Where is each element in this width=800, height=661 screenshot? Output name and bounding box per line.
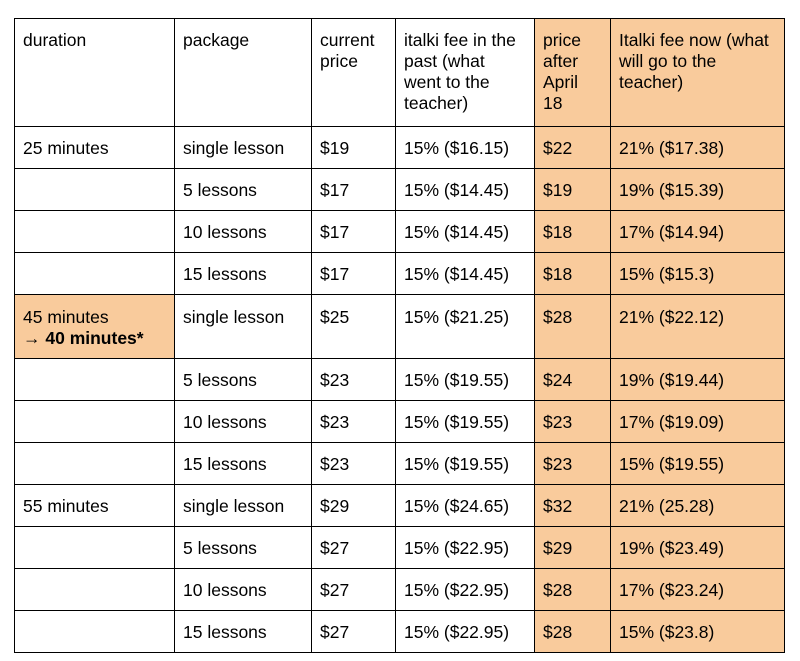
package-cell: 10 lessons (175, 211, 312, 253)
current-price-cell: $23 (312, 359, 396, 401)
table-row (15, 401, 785, 443)
fee-now-cell: 19% ($23.49) (611, 527, 785, 569)
header-current-price: current price (312, 19, 396, 127)
current-price-cell: $27 (312, 527, 396, 569)
package-cell: single lesson (175, 127, 312, 169)
header-price-after: price after April 18 (535, 19, 611, 127)
package-cell: 5 lessons (175, 527, 312, 569)
package-cell: 15 lessons (175, 611, 312, 653)
price-after-cell: $24 (535, 359, 611, 401)
duration-cell (15, 253, 175, 295)
fee-now-cell: 21% ($17.38) (611, 127, 785, 169)
fee-past-cell: 15% ($14.45) (396, 211, 535, 253)
header-duration: duration (15, 19, 175, 127)
package-cell: 15 lessons (175, 443, 312, 485)
fee-past-cell: 15% ($22.95) (396, 611, 535, 653)
price-after-cell: $28 (535, 611, 611, 653)
fee-now-cell: 15% ($23.8) (611, 611, 785, 653)
table-row (15, 295, 785, 359)
price-after-cell: $32 (535, 485, 611, 527)
fee-past-cell: 15% ($19.55) (396, 359, 535, 401)
current-price-cell: $17 (312, 169, 396, 211)
fee-past-cell: 15% ($14.45) (396, 253, 535, 295)
fee-past-cell: 15% ($22.95) (396, 527, 535, 569)
duration-cell (15, 611, 175, 653)
fee-past-cell: 15% ($21.25) (396, 295, 535, 359)
current-price-cell: $23 (312, 401, 396, 443)
fee-now-cell: 17% ($19.09) (611, 401, 785, 443)
table-row (15, 359, 785, 401)
table-row (15, 253, 785, 295)
price-after-cell: $18 (535, 253, 611, 295)
fee-now-cell: 17% ($14.94) (611, 211, 785, 253)
price-after-cell: $29 (535, 527, 611, 569)
duration-cell (15, 295, 175, 359)
duration-cell (15, 169, 175, 211)
duration-cell (15, 443, 175, 485)
fee-now-cell: 19% ($19.44) (611, 359, 785, 401)
duration-cell (15, 527, 175, 569)
table-row (15, 611, 785, 653)
fee-now-cell: 21% (25.28) (611, 485, 785, 527)
fee-now-cell: 21% ($22.12) (611, 295, 785, 359)
fee-past-cell: 15% ($24.65) (396, 485, 535, 527)
price-after-cell: $28 (535, 569, 611, 611)
duration-cell (15, 359, 175, 401)
fee-now-cell: 17% ($23.24) (611, 569, 785, 611)
pricing-table-body (15, 19, 785, 653)
header-row (15, 19, 785, 127)
fee-past-cell: 15% ($19.55) (396, 401, 535, 443)
duration-cell (15, 485, 175, 527)
fee-past-cell: 15% ($22.95) (396, 569, 535, 611)
duration-text: 55 minutes (23, 496, 109, 516)
package-cell: 5 lessons (175, 359, 312, 401)
table-row (15, 569, 785, 611)
table-row (15, 443, 785, 485)
fee-now-cell: 15% ($15.3) (611, 253, 785, 295)
price-after-cell: $23 (535, 401, 611, 443)
duration-text: 45 minutes (23, 307, 109, 327)
current-price-cell: $23 (312, 443, 396, 485)
price-after-cell: $22 (535, 127, 611, 169)
package-cell: single lesson (175, 295, 312, 359)
header-fee-past: italki fee in the past (what went to the teacher) (396, 19, 535, 127)
package-cell: 15 lessons (175, 253, 312, 295)
current-price-cell: $27 (312, 611, 396, 653)
package-cell: 10 lessons (175, 569, 312, 611)
duration-new-text: → 40 minutes* (23, 328, 144, 348)
fee-now-cell: 15% ($19.55) (611, 443, 785, 485)
duration-cell (15, 401, 175, 443)
duration-text: 25 minutes (23, 138, 109, 158)
table-row (15, 527, 785, 569)
package-cell: single lesson (175, 485, 312, 527)
price-after-cell: $18 (535, 211, 611, 253)
price-after-cell: $23 (535, 443, 611, 485)
package-cell: 10 lessons (175, 401, 312, 443)
header-fee-now: Italki fee now (what will go to the teacher) (611, 19, 785, 127)
fee-past-cell: 15% ($16.15) (396, 127, 535, 169)
table-row (15, 169, 785, 211)
fee-past-cell: 15% ($14.45) (396, 169, 535, 211)
current-price-cell: $27 (312, 569, 396, 611)
fee-now-cell: 19% ($15.39) (611, 169, 785, 211)
fee-past-cell: 15% ($19.55) (396, 443, 535, 485)
current-price-cell: $17 (312, 211, 396, 253)
current-price-cell: $17 (312, 253, 396, 295)
price-after-cell: $19 (535, 169, 611, 211)
table-row (15, 211, 785, 253)
pricing-table (14, 18, 785, 653)
current-price-cell: $29 (312, 485, 396, 527)
price-after-cell: $28 (535, 295, 611, 359)
duration-cell (15, 211, 175, 253)
current-price-cell: $25 (312, 295, 396, 359)
table-row (15, 127, 785, 169)
duration-cell (15, 127, 175, 169)
duration-cell (15, 569, 175, 611)
current-price-cell: $19 (312, 127, 396, 169)
package-cell: 5 lessons (175, 169, 312, 211)
table-row (15, 485, 785, 527)
header-package: package (175, 19, 312, 127)
